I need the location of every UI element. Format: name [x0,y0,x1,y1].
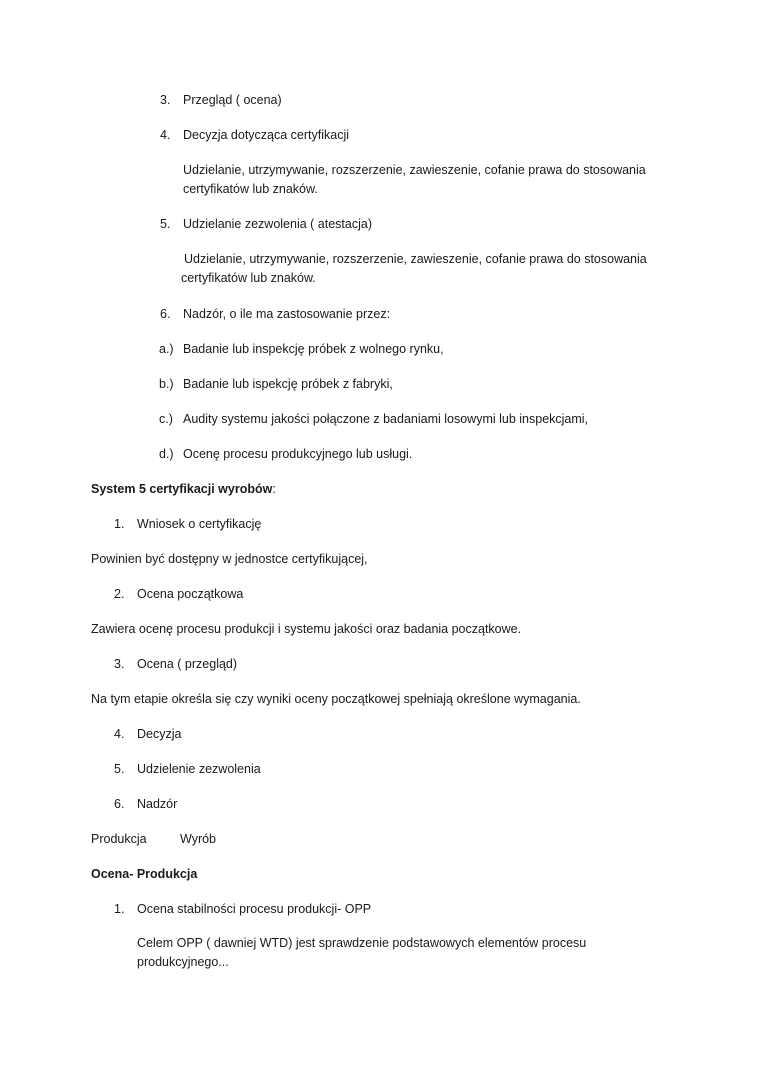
list-item-number: 4. [114,727,125,741]
sub-item-letter: b.) [159,377,174,391]
list-item-text: Ocena stabilności procesu produkcji- OPP [137,902,372,916]
list-item-text: Udzielenie zezwolenia [137,762,261,776]
section-heading [91,481,276,497]
sub-item-text: Ocenę procesu produkcyjnego lub usługi. [183,447,413,461]
label-produkcja: Produkcja [91,832,147,846]
section-heading-text: Ocena- Produkcja [91,867,198,881]
sub-item-letter: a.) [159,342,174,356]
sub-item-text: Badanie lub ispekcję próbek z fabryki, [183,377,393,391]
list-item-text: Udzielanie zezwolenia ( atestacja) [183,217,372,231]
sub-item-letter: c.) [159,412,173,426]
list-item-number: 1. [114,902,125,916]
list-item-number: 4. [160,128,171,142]
paragraph: Powinien być dostępny w jednostce certyfikującej, [91,552,368,566]
label-wyrob: Wyrób [180,832,217,846]
list-item-text: Decyzja [137,727,182,741]
list-item-text: Przegląd ( ocena) [183,93,282,107]
sub-item-text: Badanie lub inspekcję próbek z wolnego rynku, [183,342,444,356]
list-item-number: 5. [160,217,171,231]
list-item-text: Ocena ( przegląd) [137,657,238,671]
item-description: Udzielanie, utrzymywanie, rozszerzenie, zawieszenie, cofanie prawa do stosowania [184,252,647,266]
list-item-text: Ocena początkowa [137,587,244,601]
sub-item-text: Audity systemu jakości połączone z badaniami losowymi lub inspekcjami, [183,412,589,426]
list-item-number: 6. [114,797,125,811]
list-item-text: Decyzja dotycząca certyfikacji [183,128,350,142]
list-item-number: 3. [114,657,125,671]
list-item-number: 6. [160,307,171,321]
item-description: certyfikatów lub znaków. [181,271,316,285]
item-description: Celem OPP ( dawniej WTD) jest sprawdzenie podstawowych elementów procesu [137,936,587,950]
sub-item-letter: d.) [159,447,174,461]
list-item-text: Nadzór, o ile ma zastosowanie przez: [183,307,391,321]
item-description: certyfikatów lub znaków. [183,182,318,196]
list-item-number: 3. [160,93,171,107]
list-item-number: 1. [114,517,125,531]
list-item-text: Wniosek o certyfikację [137,517,262,531]
paragraph: Zawiera ocenę procesu produkcji i systemu jakości oraz badania początkowe. [91,622,522,636]
section-heading-text: System 5 certyfikacji wyrobów [91,482,273,496]
paragraph: Na tym etapie określa się czy wyniki oceny początkowej spełniają określone wymagania. [91,692,581,706]
list-item-text: Nadzór [137,797,178,811]
heading-colon: : [272,482,276,496]
item-description: produkcyjnego... [137,955,229,969]
section-heading [91,866,197,882]
list-item-number: 5. [114,762,125,776]
list-item-number: 2. [114,587,125,601]
item-description: Udzielanie, utrzymywanie, rozszerzenie, zawieszenie, cofanie prawa do stosowania [183,163,646,177]
